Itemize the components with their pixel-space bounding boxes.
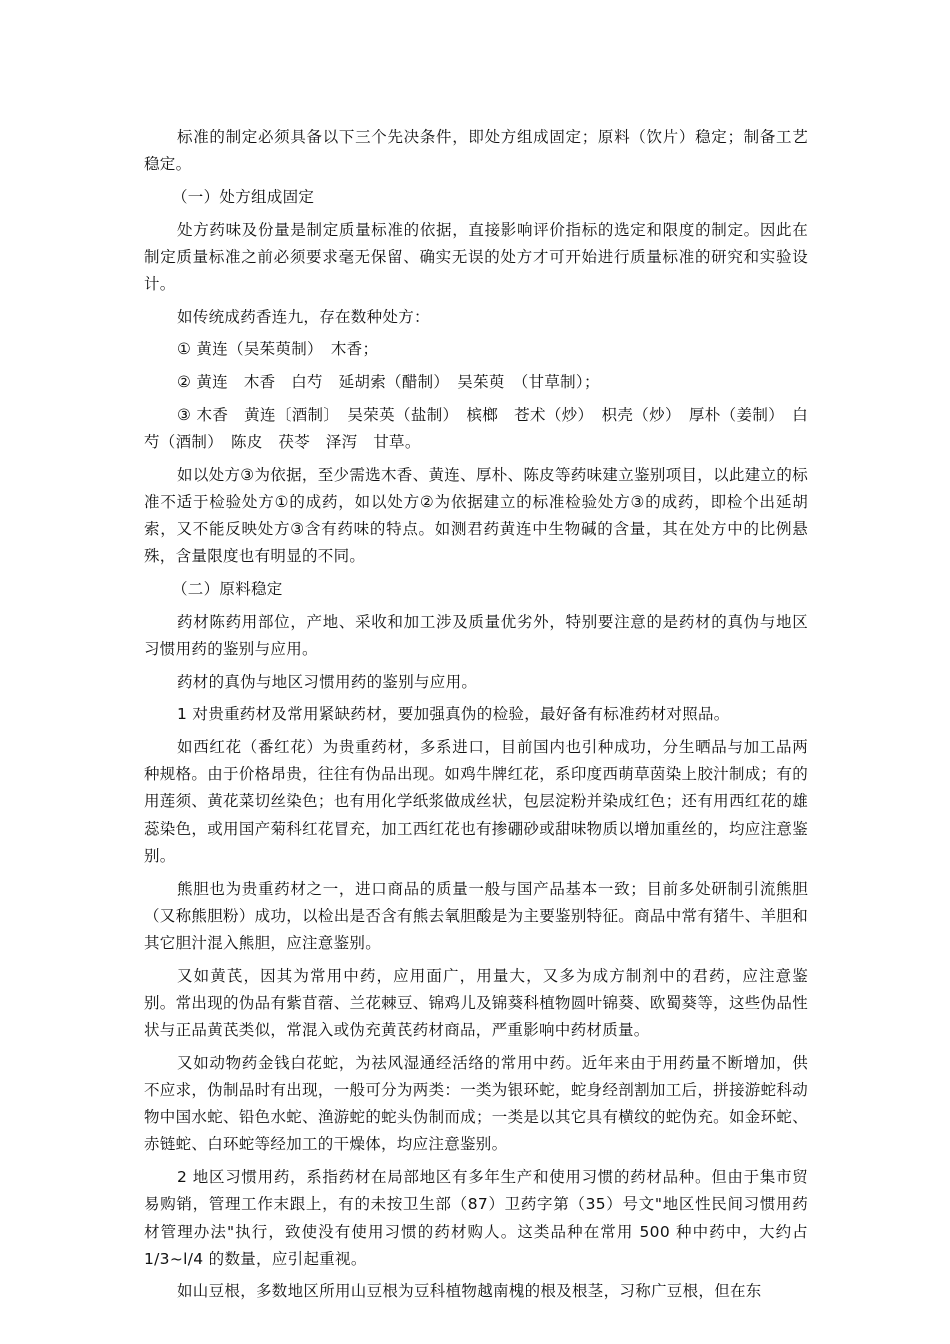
- paragraph-krait: 又如动物药金钱白花蛇，为祛风湿通经活络的常用中药。近年来由于用药量不断增加，供不应求，伪制品时有出现，一般可分为两类：一类为银环蛇，蛇身经剖割加工后，拼接游蛇科动物中国水蛇、铅色水蛇、渔游蛇的蛇头伪制而成；一类是以其它具有横纹的蛇伪充。如金环蛇、赤链蛇、白环蛇等经加工的干燥体，均应注意鉴别。: [144, 1053, 808, 1154]
- paragraph-saffron: 如西红花（番红花）为贵重药材，多系进口，目前国内也引种成功，分生晒品与加工品两种规格。由于价格昂贵，往往有伪品出现。如鸡牛牌红花，系印度西萌草茵染上胶汁制成；有的用莲须、黄花菜切丝染色；也有用化学纸浆做成丝状，包层淀粉并染成红色；还有用西红花的雄蕊染色，或用国产菊科红花冒充，加工西红花也有掺硼砂或甜味物质以增加重丝的，均应注意鉴别。: [144, 738, 808, 865]
- paragraph-astragalus: 又如黄芪，因其为常用中药，应用面广，用量大，又多为成方制剂中的君药，应注意鉴别。常出现的伪品有紫苜蓿、兰花棘豆、锦鸡儿及锦葵科植物圆叶锦葵、欧蜀葵等，这些伪品性状与正品黄芪类似，常混入或伪充黄芪药材商品，严重影响中药材质量。: [144, 966, 808, 1040]
- prescription-item-2: ② 黄连 木香 白芍 延胡索（醋制） 吴茱萸 （甘草制）；: [177, 373, 600, 392]
- prescription-item-3: ③ 木香 黄连〔酒制〕 吴荣英（盐制） 槟榔 苍术（炒） 枳壳（炒） 厚朴（姜制） 白芍（酒制） 陈皮 茯苓 泽泻 甘草。: [144, 405, 808, 452]
- document-body: [144, 124, 808, 1311]
- paragraph-authenticity: 药材的真伪与地区习惯用药的鉴别与应用。: [177, 672, 478, 691]
- paragraph-prescription-basis: 处方药味及份量是制定质量标准的依据，直接影响评价指标的选定和限度的制定。因此在制定质量标准之前必须要求毫无保留、确实无误的处方才可开始进行质量标准的研究和实验设计。: [144, 220, 808, 294]
- paragraph-material-stability: 药材陈药用部位，产地、采收和加工涉及质量优劣外，特别要注意的是药材的真伪与地区习惯用药的鉴别与应用。: [144, 612, 808, 658]
- paragraph-prescription-analysis: 如以处方③为依据，至少需选木香、黄连、厚朴、陈皮等药味建立鉴别项目，以此建立的标准不适于检验处方①的成药，如以处方②为依据建立的标准检验处方③的成药，即检个出延胡索，又不能反映处方③含有药味的特点。如测君药黄连中生物碱的含量，其在处方中的比例悬殊，含量限度也有明显的不同。: [144, 465, 808, 566]
- section-heading-1: （一）处方组成固定: [172, 187, 315, 206]
- section-heading-2: （二）原料稳定: [172, 580, 283, 599]
- paragraph-regional-usage: 2 地区习惯用药，系指药材在局部地区有多年生产和使用习惯的药材品种。但由于集市贸易购销，管理工作末跟上，有的未按卫生部（87）卫药字第（35）号文"地区性民间习惯用药材管理办法"执行，致使没有使用习惯的药材购人。这类品种在常用 500 种中药中，大约占 1/3~l/4 的数量，应引起重视。: [144, 1168, 808, 1268]
- paragraph-sophora: 如山豆根，多数地区所用山豆根为豆科植物越南槐的根及根茎，习称广豆根，但在东: [177, 1282, 762, 1301]
- paragraph-precious-materials: 1 对贵重药材及常用紧缺药材，要加强真伪的检验，最好备有标准药材对照品。: [177, 705, 730, 724]
- paragraph-example-intro: 如传统成药香连九，存在数种处方：: [177, 307, 430, 326]
- paragraph-intro: 标准的制定必须具备以下三个先决条件，即处方组成固定；原料（饮片）稳定；制备工艺稳定。: [144, 128, 808, 174]
- paragraph-bear-bile: 熊胆也为贵重药材之一，进口商品的质量一般与国产品基本一致；目前多处研制引流熊胆（又称熊胆粉）成功，以检出是否含有熊去氧胆酸是为主要鉴别特征。商品中常有猪牛、羊胆和其它胆汁混入熊胆，应注意鉴别。: [144, 879, 808, 952]
- prescription-item-1: ① 黄连（吴茱萸制） 木香；: [177, 340, 379, 359]
